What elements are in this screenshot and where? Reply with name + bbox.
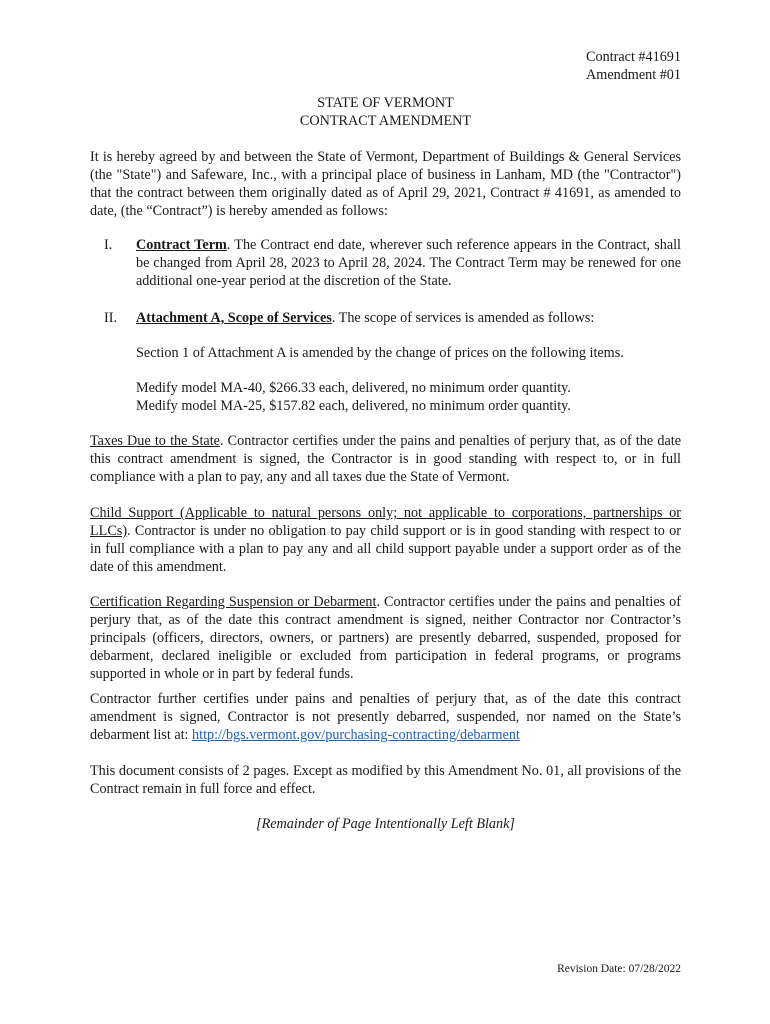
item-scope-of-services <box>90 309 681 327</box>
amendment-number: Amendment #01 <box>586 67 681 83</box>
debarment-paragraph <box>90 593 681 683</box>
debarment-further-paragraph <box>90 690 681 744</box>
price-line-ma25: Medify model MA-25, $157.82 each, delivered, no minimum order quantity. <box>136 398 571 414</box>
item-heading: Attachment A, Scope of Services <box>136 310 332 326</box>
contract-header <box>586 48 681 84</box>
document-page <box>90 48 681 1008</box>
item-heading: Contract Term <box>136 237 227 253</box>
child-support-paragraph <box>90 504 681 576</box>
item-body <box>136 309 681 327</box>
title-line-1: STATE OF VERMONT <box>317 95 454 111</box>
taxes-paragraph <box>90 432 681 486</box>
taxes-heading: Taxes Due to the State <box>90 433 220 449</box>
document-title <box>90 94 681 130</box>
title-line-2: CONTRACT AMENDMENT <box>299 113 472 129</box>
item-contract-term <box>90 236 681 290</box>
debarment-list-link[interactable]: http://bgs.vermont.gov/purchasing-contracting/debarment <box>192 727 520 743</box>
revision-date: Revision Date: 07/28/2022 <box>557 963 681 975</box>
item-text: . The Contract end date, wherever such reference appears in the Contract, shall be changed from April 28, 2023 to April 28, 2024. The Contract Term may be renewed for one additional one-year period at the discretion of the State. <box>136 237 681 289</box>
item-numeral: I. <box>104 237 113 253</box>
item-text: . The scope of services is amended as follows: <box>331 310 595 326</box>
remainder-note: [Remainder of Page Intentionally Left Blank] <box>256 816 515 832</box>
intro-paragraph: It is hereby agreed by and between the State of Vermont, Department of Buildings & General Services (the "State") and Safeware, Inc., with a principal place of business in Lanham, MD (the "Contractor") that the contract between them originally dated as of April 29, 2021, Contract # 41691, as amended to date, (the “Contract”) is hereby amended as follows: <box>90 149 681 219</box>
debarment-text: . Contractor certifies under the pains and penalties of perjury that, as of the date this contract amendment is signed, neither Contractor nor Contractor’s principals (officers, directors, owners, or partners) are presently debarred, suspended, proposed for debarment, declared ineligible or excluded from participation in federal programs, or programs supported in whole or in part by federal funds. <box>90 594 681 682</box>
taxes-text: . Contractor certifies under the pains and penalties of perjury that, as of the date this contract amendment is signed, the Contractor is in good standing with respect to, or in full compliance with a plan to pay, any and all taxes due the State of Vermont. <box>90 433 681 485</box>
contract-number: Contract #41691 <box>586 49 681 65</box>
child-support-heading: Child Support (Applicable to natural persons only; not applicable to corporations, partnerships or LLCs) <box>90 505 681 539</box>
price-line-ma40: Medify model MA-40, $266.33 each, delivered, no minimum order quantity. <box>136 380 571 396</box>
closing-paragraph: This document consists of 2 pages. Except as modified by this Amendment No. 01, all provisions of the Contract remain in full force and effect. <box>90 763 681 797</box>
child-support-text: . Contractor is under no obligation to pay child support or is in good standing with respect to or in full compliance with a plan to pay any and all child support payable under a support order as of the date of this amendment. <box>90 523 681 575</box>
debarment-further-text: Contractor further certifies under pains and penalties of perjury that, as of the date this contract amendment is signed, Contractor is not presently debarred, suspended, nor named on the State’s debarment list at: <box>90 691 681 743</box>
item-body <box>136 236 681 290</box>
debarment-heading: Certification Regarding Suspension or Debarment <box>90 594 377 610</box>
item-numeral: II. <box>104 310 117 326</box>
scope-section-line: Section 1 of Attachment A is amended by the change of prices on the following items. <box>136 345 624 361</box>
